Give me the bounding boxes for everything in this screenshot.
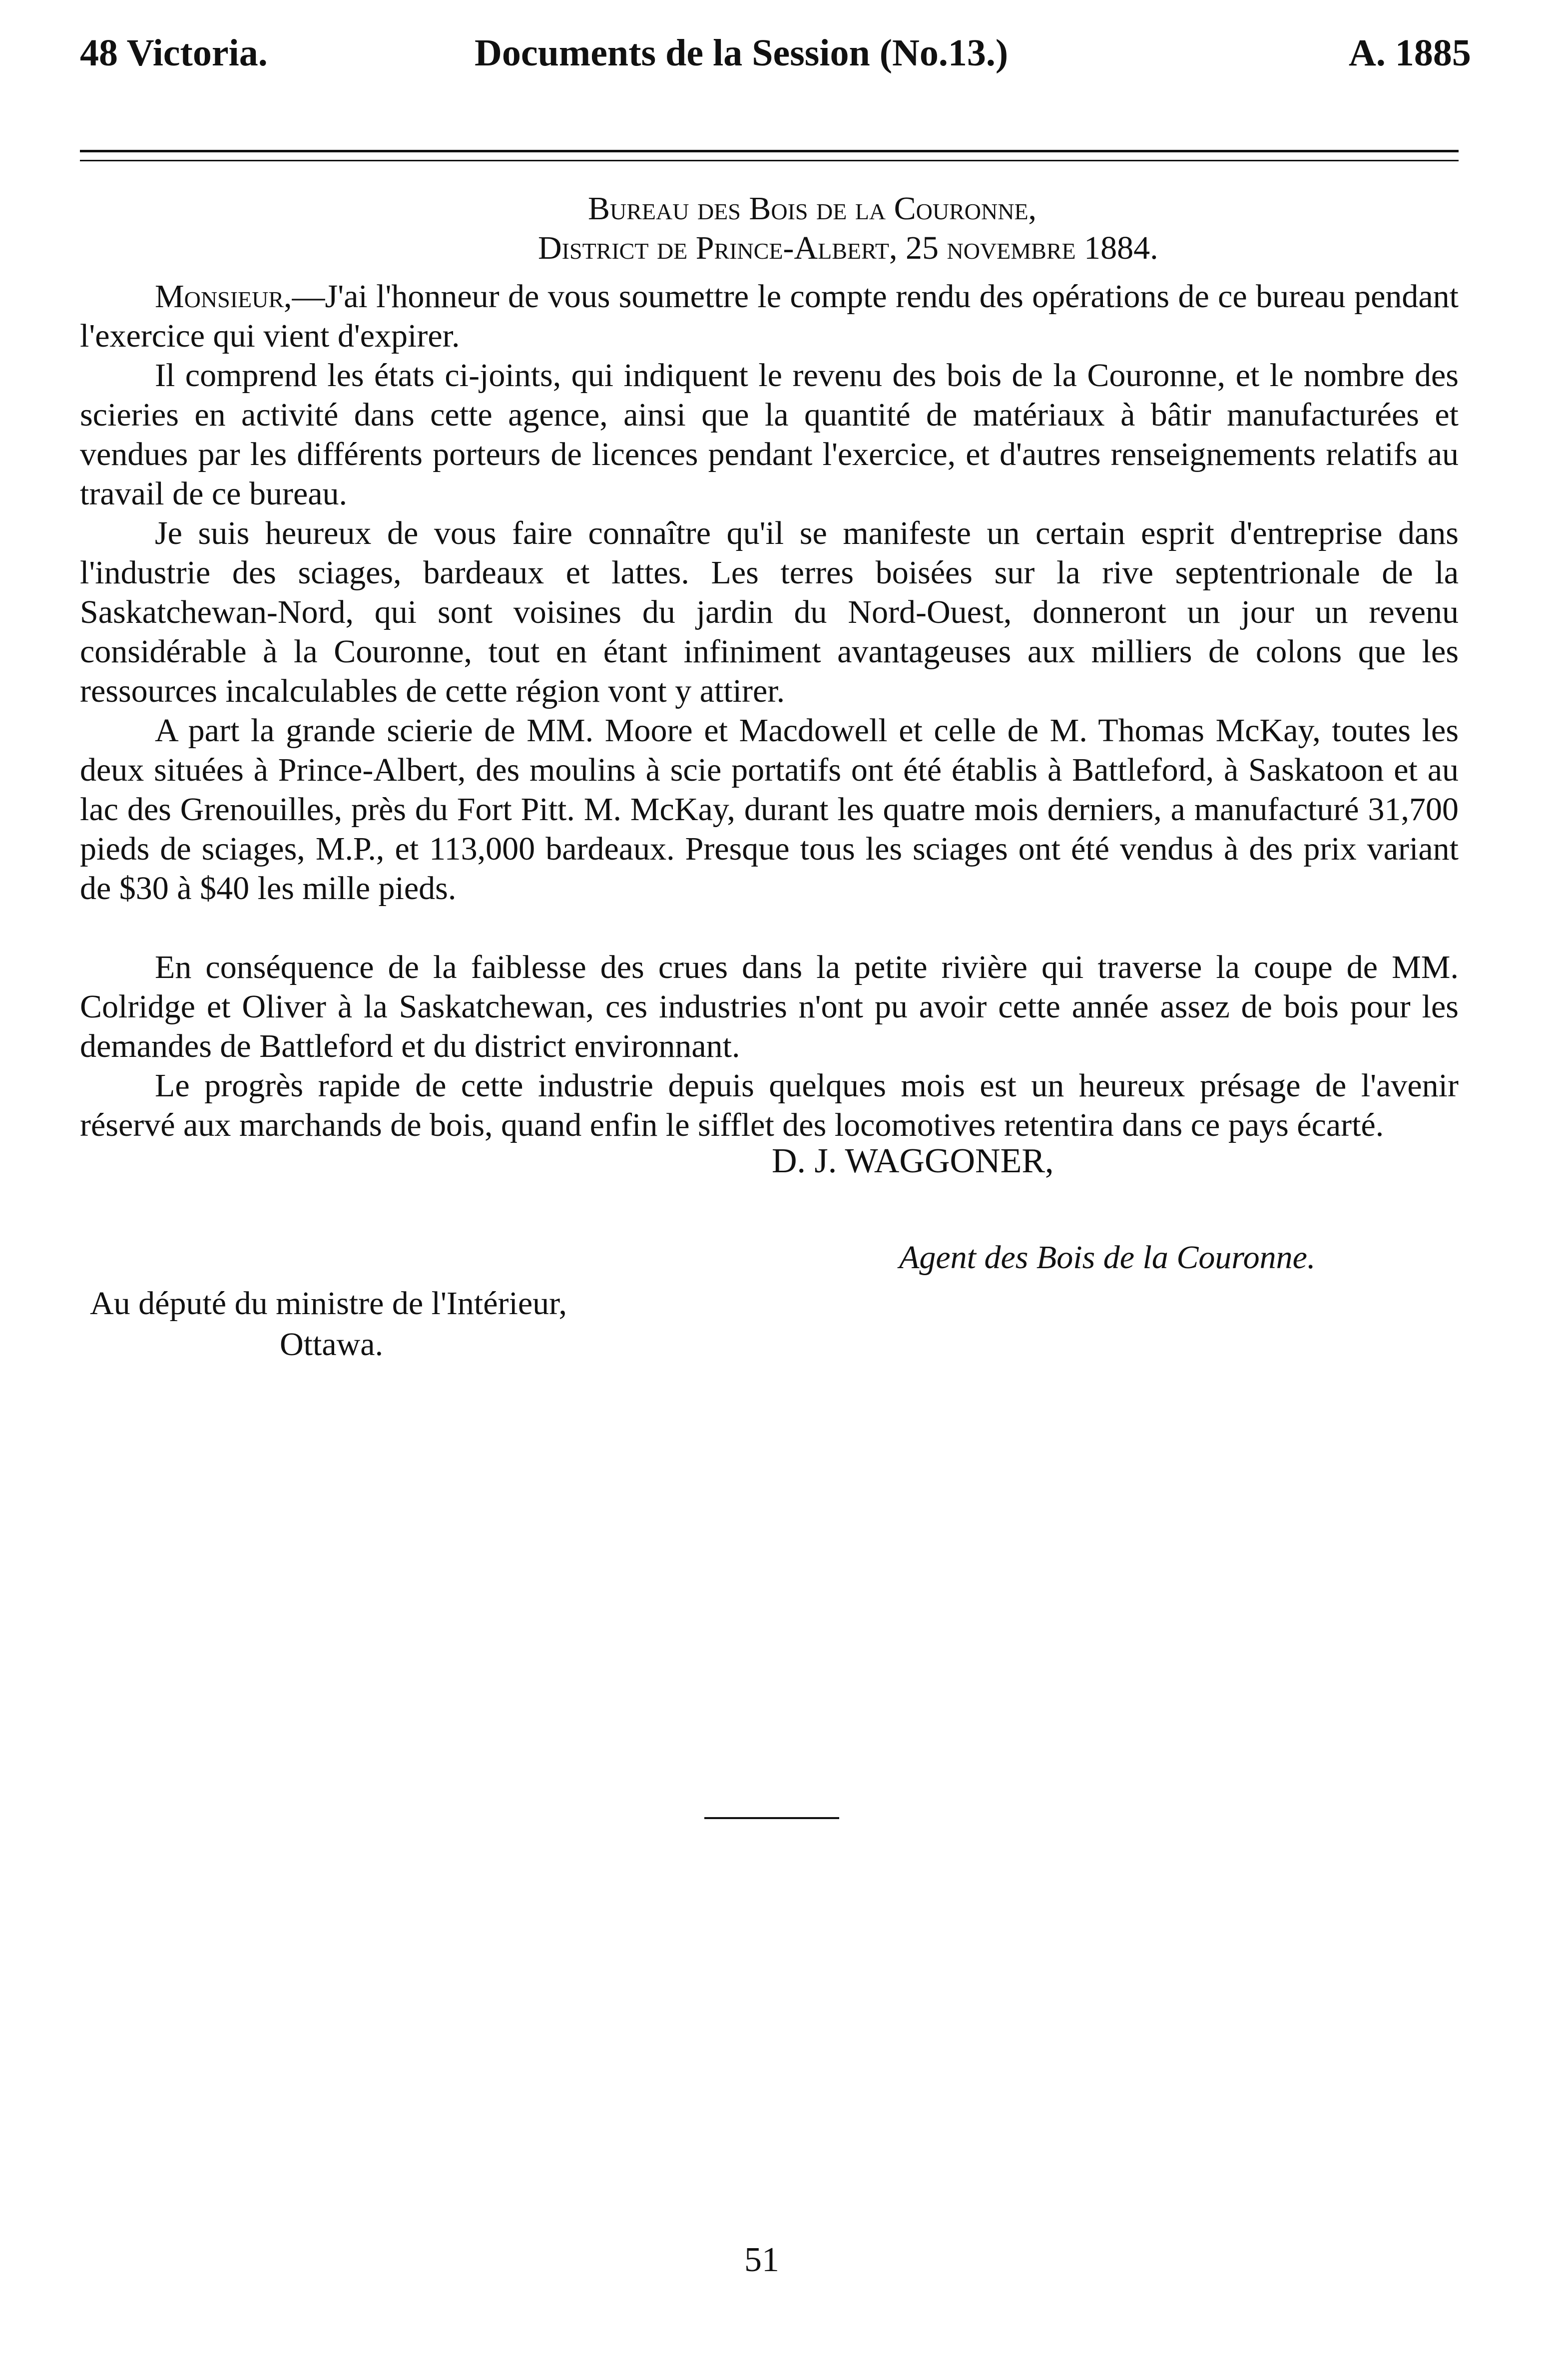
letter-paragraph-2: Il comprend les états ci-joints, qui indiquent le revenu des bois de la Couronne, et le nombre des scieries en activité dans cette agence, ainsi que la quantité de matériaux à bâtir manufacturées et vendues par les différents porteurs de licences pendant l'exercice, et d'autres renseignements relatifs au travail de ce bureau. — [80, 357, 1459, 512]
header-volume: 48 Victoria. — [80, 32, 268, 74]
signature-title: Agent des Bois de la Couronne. — [899, 1239, 1316, 1276]
header-title: Documents de la Session (No.13.) — [475, 32, 1009, 74]
salutation: Monsieur, — [155, 278, 292, 315]
letter-paragraph-3: Je suis heureux de vous faire connaître qu'il se manifeste un certain esprit d'entreprise dans l'industrie des sciages, bardeaux et lattes. Les terres boisées sur la rive septentrionale de la Saskatchewan-Nord, qui sont voisines du jardin du Nord-Ouest, donneront un jour un revenu considérable à la Couronne, tout en étant infiniment avantageuses aux milliers de colons que les ressources incalculables de cette région vont y attirer. — [80, 515, 1459, 709]
letter-paragraph-1 — [80, 277, 1459, 356]
addressee-line-1: Au député du ministre de l'Intérieur, — [90, 1285, 567, 1322]
letterhead-dateline: District de Prince-Albert, 25 novembre 1884. — [538, 230, 1158, 266]
letter-paragraph-6: Le progrès rapide de cette industrie depuis quelques mois est un heureux présage de l'avenir réservé aux marchands de bois, quand enfin le sifflet des locomotives retentira dans ce pays écarté. — [80, 1067, 1459, 1143]
letter-paragraph-5: En conséquence de la faiblesse des crues dans la petite rivière qui traverse la coupe de MM. Colridge et Oliver à la Saskatchewan, ces industries n'ont pu avoir cette année assez de bois pour les demandes de Battleford et du district environnant. — [80, 949, 1459, 1064]
header-year: A. 1885 — [1349, 32, 1471, 74]
page-number: 51 — [744, 2241, 779, 2279]
paragraph-1-text: —J'ai l'honneur de vous soumettre le compte rendu des opérations de ce bureau pendant l'exercice qui vient d'expirer. — [80, 278, 1459, 354]
header-rule-thin — [80, 160, 1459, 161]
addressee-line-2: Ottawa. — [280, 1326, 384, 1363]
header-rule-thick — [80, 150, 1459, 152]
letter-paragraph-4: A part la grande scierie de MM. Moore et Macdowell et celle de M. Thomas McKay, toutes les deux situées à Prince-Albert, des moulins à scie portatifs ont été établis à Battleford, à Saskatoon et au lac des Grenouilles, près du Fort Pitt. M. McKay, durant les quatre mois derniers, a manufacturé 31,700 pieds de sciages, M.P., et 113,000 bardeaux. Presque tous les sciages ont été vendus à des prix variant de $30 à $40 les mille pieds. — [80, 712, 1459, 907]
signature-name: D. J. WAGGONER, — [772, 1142, 1054, 1180]
letterhead-office: Bureau des Bois de la Couronne, — [588, 190, 1037, 227]
section-separator — [704, 1817, 839, 1819]
